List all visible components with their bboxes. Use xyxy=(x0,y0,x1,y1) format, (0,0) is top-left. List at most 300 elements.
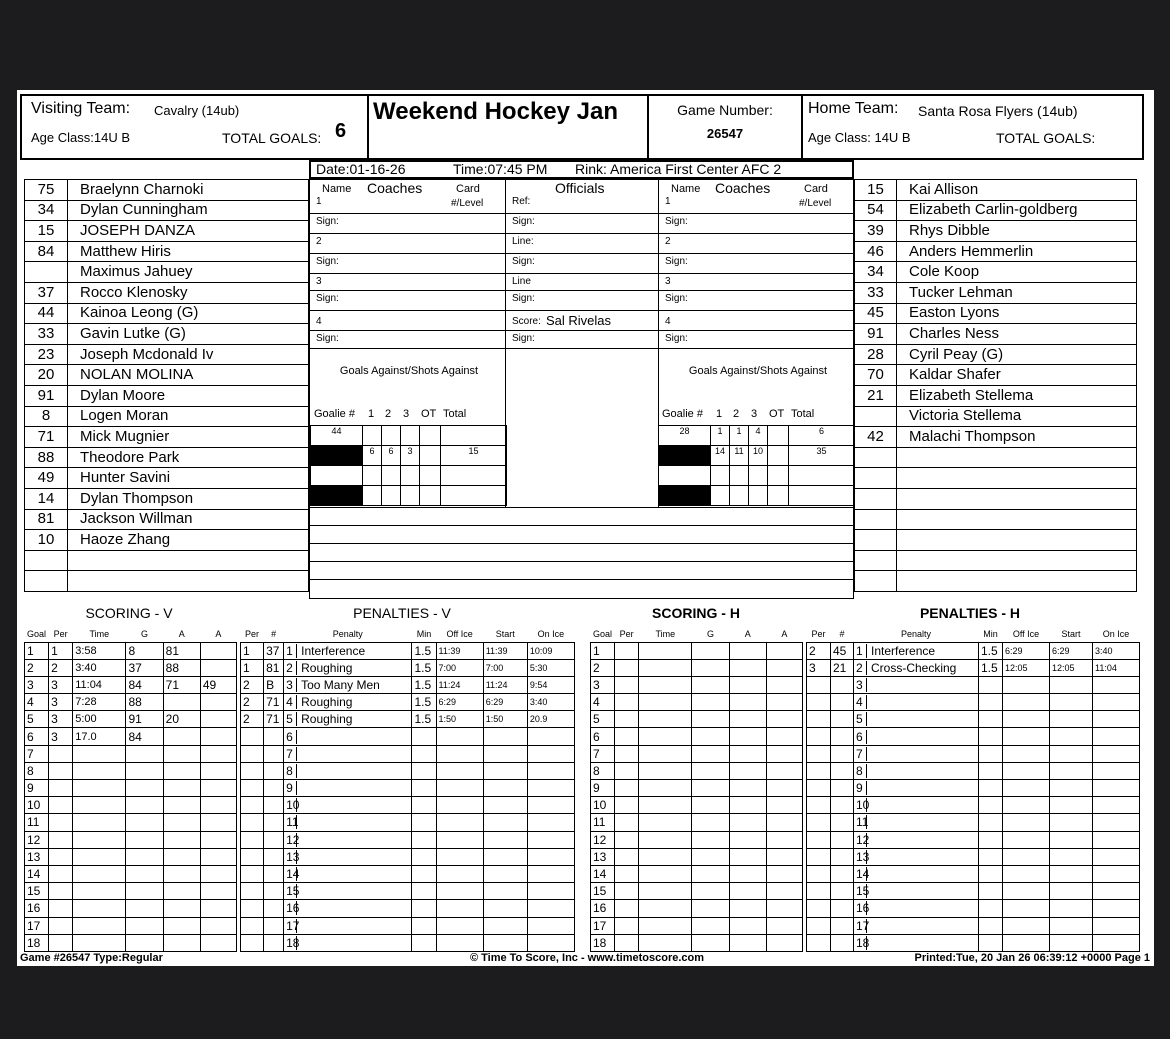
home-player-number: 46 xyxy=(855,241,897,262)
h-level-label: #/Level xyxy=(799,198,832,209)
penalties_h-cell: 13 xyxy=(854,848,979,865)
visiting-player-name: Jackson Willman xyxy=(68,509,309,530)
penalties_v-cell xyxy=(264,745,284,762)
penalties_h-cell: 1.5 xyxy=(979,659,1003,676)
scoring_v-cell xyxy=(200,917,236,934)
scoring_h-row xyxy=(591,711,803,728)
scoring_h-row xyxy=(591,676,803,693)
penalties_v-cell: 12 xyxy=(284,831,412,848)
scoring_v-row xyxy=(25,797,237,814)
scoring_h-cell: 10 xyxy=(591,797,615,814)
scoring_v-cell xyxy=(49,848,73,865)
goals-against-period xyxy=(363,426,382,446)
penalties_v-row xyxy=(241,900,575,917)
penalties_v-row xyxy=(241,694,575,711)
penalties_h-cell xyxy=(1003,711,1050,728)
home-player-row xyxy=(855,200,1137,221)
penalties_v-cell xyxy=(527,780,574,797)
penalties_h-cell xyxy=(1093,780,1140,797)
penalties_h-cell xyxy=(979,883,1003,900)
penalties_v-cell: 10 xyxy=(284,797,412,814)
home-player-name: Elizabeth Carlin-goldberg xyxy=(897,200,1137,221)
penalties_h-cell xyxy=(807,865,831,882)
scoring_h-row xyxy=(591,900,803,917)
penalties_v-cell xyxy=(264,780,284,797)
scoring_h-cell xyxy=(692,814,729,831)
scoring_v-cell xyxy=(49,917,73,934)
penalties_v-penalty-name: Roughing xyxy=(301,712,353,727)
penalties_h-cell xyxy=(1050,676,1093,693)
scoring_h-row xyxy=(591,762,803,779)
visiting-player-row xyxy=(25,427,309,448)
scoring_h-cell xyxy=(639,676,692,693)
penalties_h-cell xyxy=(979,711,1003,728)
penalties_v-cell xyxy=(436,917,483,934)
penalties_h-cell: 3:40 xyxy=(1093,642,1140,659)
penalties_h-cell xyxy=(807,848,831,865)
visiting-player-number: 81 xyxy=(25,509,68,530)
penalties_h-cell xyxy=(1050,934,1093,951)
scoring_v-col-header: G xyxy=(141,629,149,640)
scoring_v-cell: 88 xyxy=(126,694,163,711)
v-coach-field: 1 xyxy=(316,196,322,207)
penalties_v-cell: 6:29 xyxy=(483,694,527,711)
penalties_v-penalty-name: Roughing xyxy=(301,660,353,675)
penalties_h-cell: 11 xyxy=(854,814,979,831)
scoring_v-cell xyxy=(49,934,73,951)
scoring_h-cell xyxy=(639,883,692,900)
penalties_h-cell: 6:29 xyxy=(1050,642,1093,659)
visiting-player-name: Joseph Mcdonald Iv xyxy=(68,344,309,365)
penalties_v-cell: 1.5 xyxy=(412,694,436,711)
penalties_h-cell: 6:29 xyxy=(1003,642,1050,659)
visiting-player-row xyxy=(25,406,309,427)
scoring_h-row xyxy=(591,934,803,951)
officials-panel xyxy=(309,179,854,599)
scoring_v-cell: 3 xyxy=(49,711,73,728)
scoring_h-cell xyxy=(766,917,802,934)
scoring_v-row xyxy=(25,814,237,831)
penalties_h-cell xyxy=(1093,762,1140,779)
h-coach-name-label: Name xyxy=(671,183,701,195)
penalties_v-cell: 16 xyxy=(284,900,412,917)
penalties_h-cell xyxy=(1093,865,1140,882)
penalties_v-col-header: Start xyxy=(495,629,515,640)
penalties_h-cell: 3 xyxy=(807,659,831,676)
scoring_v-cell xyxy=(163,934,200,951)
penalties_v-cell: 14 xyxy=(284,865,412,882)
penalties_v-cell xyxy=(264,848,284,865)
penalties_h-cell xyxy=(807,900,831,917)
penalties_v-row xyxy=(241,780,575,797)
penalties_h-penalty-name: Interference xyxy=(871,643,936,658)
home-player-name xyxy=(897,571,1137,592)
scoring_h-cell xyxy=(766,694,802,711)
penalties_v-cell: 1:50 xyxy=(483,711,527,728)
penalties_v-cell xyxy=(412,900,436,917)
home-player-number: 70 xyxy=(855,365,897,386)
penalties_v-col-header: Min xyxy=(416,629,432,640)
scoring_h-cell xyxy=(729,642,766,659)
scoring_h-cell xyxy=(766,814,802,831)
goalie-header-cell: 3 xyxy=(403,408,410,420)
scoring_v-row xyxy=(25,728,237,745)
home-player-row xyxy=(855,550,1137,571)
penalties_v-cell xyxy=(436,780,483,797)
scoring_h-cell xyxy=(639,745,692,762)
v-card-label: Card xyxy=(456,183,480,195)
penalties_v-row xyxy=(241,676,575,693)
scoring_h-row xyxy=(591,883,803,900)
scoring_h-row xyxy=(591,659,803,676)
scoring_h-col-header: A xyxy=(744,629,751,640)
home-player-name xyxy=(897,530,1137,551)
home-player-number: 33 xyxy=(855,282,897,303)
visiting-player-number: 88 xyxy=(25,447,68,468)
penalties_h-cell xyxy=(1003,900,1050,917)
penalties_h-col-header: Start xyxy=(1061,629,1081,640)
scoring_v-cell: 7 xyxy=(25,745,49,762)
scoring_v-cell: 3 xyxy=(25,676,49,693)
penalties_v-cell xyxy=(412,780,436,797)
official-field: Sign: xyxy=(512,333,535,344)
penalties_v-cell: 15 xyxy=(284,883,412,900)
penalties_h-cell xyxy=(1003,676,1050,693)
scoring_h-cell xyxy=(639,814,692,831)
home-player-name: Kai Allison xyxy=(897,180,1137,201)
home-player-row xyxy=(855,180,1137,201)
scoring_h-cell xyxy=(729,780,766,797)
penalties_v-cell xyxy=(241,797,264,814)
visiting-player-number: 34 xyxy=(25,200,68,221)
penalties_h-cell: 45 xyxy=(831,642,854,659)
shots-against-period: 14 xyxy=(711,446,730,466)
penalties_v-cell: 11 xyxy=(284,814,412,831)
penalties_v-cell: 11:39 xyxy=(483,642,527,659)
home-player-name: Rhys Dibble xyxy=(897,221,1137,242)
scoring_h-cell xyxy=(766,728,802,745)
scoring_h-cell xyxy=(639,917,692,934)
scoring_v-cell: 18 xyxy=(25,934,49,951)
visiting-player-row xyxy=(25,385,309,406)
visiting-player-row xyxy=(25,344,309,365)
penalties_v-cell xyxy=(412,814,436,831)
scoring_h-cell xyxy=(615,642,639,659)
scoring_h-col-header: Time xyxy=(655,629,676,640)
scoring_h-cell xyxy=(766,900,802,917)
visiting-player-row xyxy=(25,200,309,221)
home-player-name xyxy=(897,509,1137,530)
penalties_v-row xyxy=(241,762,575,779)
penalties_v-cell xyxy=(264,831,284,848)
penalties_h-cell xyxy=(979,900,1003,917)
scoring_v-cell: 71 xyxy=(163,676,200,693)
penalties_h-cell xyxy=(1003,694,1050,711)
penalties_v-cell: 1.5 xyxy=(412,642,436,659)
goalie-header-cell: 1 xyxy=(368,408,375,420)
scoring_v-cell xyxy=(200,728,236,745)
penalties_v-cell: 1 xyxy=(241,642,264,659)
goalie-header-cell: OT xyxy=(769,408,785,420)
visiting-player-name: Matthew Hiris xyxy=(68,241,309,262)
visiting-player-row xyxy=(25,550,309,571)
scoring_v-cell: 16 xyxy=(25,900,49,917)
event-title: Weekend Hockey Jan xyxy=(373,98,619,125)
penalties_h-cell xyxy=(1050,711,1093,728)
goals-against-period xyxy=(382,426,401,446)
penalties_v-penalty-name: Interference xyxy=(301,643,366,658)
penalties_h-cell xyxy=(1093,797,1140,814)
official-field: Sign: xyxy=(512,293,535,304)
scoring_v-cell: 17.0 xyxy=(73,728,126,745)
penalties_h-row xyxy=(807,694,1140,711)
visiting-player-number: 37 xyxy=(25,282,68,303)
scoring_h-cell xyxy=(766,865,802,882)
penalties_h-cell xyxy=(979,676,1003,693)
home-player-row xyxy=(855,509,1137,530)
visiting-player-row xyxy=(25,262,309,283)
scoring_v-cell: 5 xyxy=(25,711,49,728)
penalties_v-cell: 9 xyxy=(284,780,412,797)
scoring_v-col-header: A xyxy=(178,629,185,640)
visiting-player-number: 23 xyxy=(25,344,68,365)
game-date: Date:01-16-26 xyxy=(316,161,406,177)
penalties_h-cell xyxy=(831,694,854,711)
scoring_v-cell xyxy=(200,831,236,848)
shots-against-period xyxy=(420,446,441,466)
penalties_h-cell xyxy=(1050,728,1093,745)
penalties_v-cell xyxy=(436,900,483,917)
scoring_v-cell xyxy=(73,762,126,779)
goalie-number: 28 xyxy=(659,426,711,446)
game-number-label: Game Number: xyxy=(677,102,773,118)
penalties_h-cell xyxy=(1003,762,1050,779)
penalties_h-cell xyxy=(807,676,831,693)
penalties_v-row xyxy=(241,711,575,728)
home-player-row xyxy=(855,344,1137,365)
scoring_h-cell xyxy=(615,762,639,779)
scoring_v-cell: 6 xyxy=(25,728,49,745)
penalties_v-cell xyxy=(412,745,436,762)
footer-printed: Printed:Tue, 20 Jan 26 06:39:12 +0000 Page 1 xyxy=(914,952,1150,964)
penalties_h-cell: 12:05 xyxy=(1003,659,1050,676)
scoring_h-cell xyxy=(766,745,802,762)
scoring_h-cell: 4 xyxy=(591,694,615,711)
scoring_h-cell: 12 xyxy=(591,831,615,848)
penalties_v-cell: 7 xyxy=(284,745,412,762)
scoring_h-cell xyxy=(729,694,766,711)
scoring_v-row xyxy=(25,900,237,917)
penalties_h-cell xyxy=(979,694,1003,711)
scoring_v-cell xyxy=(126,762,163,779)
penalties_h-col-header: Penalty xyxy=(900,629,932,640)
goalie-blackout xyxy=(659,446,711,466)
penalties_v-cell xyxy=(241,934,264,951)
scoring_h-cell: 2 xyxy=(591,659,615,676)
penalties_v-cell: 11:39 xyxy=(436,642,483,659)
penalties_h-row xyxy=(807,831,1140,848)
scoring_h-cell xyxy=(729,848,766,865)
visiting-player-number: 75 xyxy=(25,180,68,201)
v-coach-field: Sign: xyxy=(316,293,339,304)
visiting-player-row xyxy=(25,282,309,303)
scoring_h-cell xyxy=(615,659,639,676)
scoring_h-cell: 9 xyxy=(591,780,615,797)
official-field: Line xyxy=(512,276,531,287)
penalties_v-cell xyxy=(483,917,527,934)
goalie-header-cell: 3 xyxy=(751,408,758,420)
penalties_h-cell xyxy=(831,745,854,762)
penalties_h-cell: 12 xyxy=(854,831,979,848)
penalties_v-cell: 9:54 xyxy=(527,676,574,693)
penalties_v-cell xyxy=(436,797,483,814)
visiting-player-row xyxy=(25,241,309,262)
penalties_h-cell xyxy=(1050,848,1093,865)
penalties_v-cell xyxy=(483,797,527,814)
scoring_v-cell xyxy=(49,814,73,831)
home-player-name xyxy=(897,447,1137,468)
penalties_h-penalty-name: Cross-Checking xyxy=(871,660,957,675)
scoring_h-cell xyxy=(692,900,729,917)
scoring_h-cell: 5 xyxy=(591,711,615,728)
penalties_h-cell xyxy=(807,883,831,900)
scoring_h-row xyxy=(591,797,803,814)
penalties_h-cell xyxy=(807,780,831,797)
goalie-number: 44 xyxy=(311,426,363,446)
visiting-player-name xyxy=(68,550,309,571)
shots-against-period: 6 xyxy=(382,446,401,466)
scoring_v-cell xyxy=(163,780,200,797)
penalties_h-cell xyxy=(1003,780,1050,797)
scoring_h-cell xyxy=(766,883,802,900)
visiting-player-number: 84 xyxy=(25,241,68,262)
scoring_v-cell xyxy=(200,642,236,659)
penalties_v-cell xyxy=(412,831,436,848)
scoring_v-cell xyxy=(163,900,200,917)
goalie-blackout xyxy=(311,446,363,466)
scoring_h-cell xyxy=(639,728,692,745)
goalie-header-cell: OT xyxy=(421,408,437,420)
penalties_h-cell: 6 xyxy=(854,728,979,745)
home-player-number: 39 xyxy=(855,221,897,242)
home-player-number: 21 xyxy=(855,385,897,406)
penalties_h-cell xyxy=(1093,900,1140,917)
scoring_h-cell xyxy=(729,711,766,728)
visiting-player-name: Haoze Zhang xyxy=(68,530,309,551)
scoring_v-cell xyxy=(163,883,200,900)
penalties_h-cell xyxy=(807,831,831,848)
scoring_v-row xyxy=(25,848,237,865)
scoring_v-cell xyxy=(200,745,236,762)
scoring_v-cell xyxy=(49,865,73,882)
penalties_v-cell xyxy=(412,883,436,900)
visiting-player-number: 49 xyxy=(25,468,68,489)
scoring_v-cell xyxy=(126,917,163,934)
penalties_v-cell: 2 xyxy=(241,711,264,728)
penalties_v-cell xyxy=(264,797,284,814)
penalties-v-title: PENALTIES - V xyxy=(353,605,451,621)
penalties_h-col-header: Off Ice xyxy=(1012,629,1040,640)
penalties_v-cell: 2 Roughing xyxy=(284,659,412,676)
penalties_v-cell xyxy=(527,865,574,882)
penalties_h-cell xyxy=(1093,917,1140,934)
scoring_h-cell xyxy=(639,865,692,882)
penalties_h-cell xyxy=(1003,728,1050,745)
goalie-header-cell: 1 xyxy=(716,408,723,420)
home-age-class: Age Class: 14U B xyxy=(808,130,911,145)
penalties_h-cell xyxy=(1003,883,1050,900)
visiting-player-row xyxy=(25,571,309,592)
visiting-player-name: Gavin Lutke (G) xyxy=(68,324,309,345)
penalties_v-cell xyxy=(241,814,264,831)
penalties_h-col-header: Min xyxy=(983,629,998,640)
visiting-player-name: Hunter Savini xyxy=(68,468,309,489)
h-coach-field: 2 xyxy=(665,236,671,247)
penalties_v-cell xyxy=(436,814,483,831)
penalties_v-cell xyxy=(483,780,527,797)
scoring_v-cell xyxy=(163,831,200,848)
shots-against-period: 10 xyxy=(749,446,768,466)
penalties_h-cell xyxy=(979,797,1003,814)
visiting-player-row xyxy=(25,509,309,530)
scoring_v-cell: 1 xyxy=(49,642,73,659)
scorer-name: Sal Rivelas xyxy=(546,313,612,328)
home-player-row xyxy=(855,406,1137,427)
visiting-player-name: Kainoa Leong (G) xyxy=(68,303,309,324)
goals-against-period xyxy=(420,426,441,446)
scoring_v-row xyxy=(25,917,237,934)
scoring_h-cell xyxy=(692,762,729,779)
visiting-player-number: 15 xyxy=(25,221,68,242)
penalties_v-cell xyxy=(527,797,574,814)
scoring_h-cell xyxy=(692,780,729,797)
home-player-number xyxy=(855,571,897,592)
home-player-name: Tucker Lehman xyxy=(897,282,1137,303)
scoring_h-cell xyxy=(639,797,692,814)
scoring_h-cell xyxy=(692,694,729,711)
scoring_h-cell xyxy=(766,676,802,693)
visiting-total-goals: 6 xyxy=(335,120,347,142)
penalties_v-cell: 1.5 xyxy=(412,676,436,693)
scoring_v-cell xyxy=(126,865,163,882)
penalties_v-cell: 2 xyxy=(241,694,264,711)
penalties_h-cell xyxy=(979,848,1003,865)
penalties_v-cell xyxy=(483,831,527,848)
penalties_h-col-header: # xyxy=(839,629,845,640)
scoring_v-cell xyxy=(163,745,200,762)
scoring_h-cell xyxy=(639,762,692,779)
visiting-player-number: 20 xyxy=(25,365,68,386)
scoring_h-col-header: Goal xyxy=(593,629,613,640)
penalties_h-row xyxy=(807,900,1140,917)
visiting-player-name: NOLAN MOLINA xyxy=(68,365,309,386)
penalties_h-row xyxy=(807,745,1140,762)
scoring_h-cell xyxy=(766,659,802,676)
scoring_h-cell xyxy=(766,762,802,779)
penalties_v-cell xyxy=(264,900,284,917)
scoring_v-cell: 11 xyxy=(25,814,49,831)
penalties_h-cell xyxy=(979,814,1003,831)
scoring_h-cell xyxy=(639,780,692,797)
game-time: Time:07:45 PM xyxy=(453,161,548,177)
penalties_h-cell xyxy=(1050,865,1093,882)
goalie-header-cell: Total xyxy=(791,408,815,420)
penalties_h-cell xyxy=(831,831,854,848)
scoring_v-row xyxy=(25,676,237,693)
scoring_h-row xyxy=(591,865,803,882)
visiting-player-number: 91 xyxy=(25,385,68,406)
penalties_v-cell xyxy=(527,900,574,917)
